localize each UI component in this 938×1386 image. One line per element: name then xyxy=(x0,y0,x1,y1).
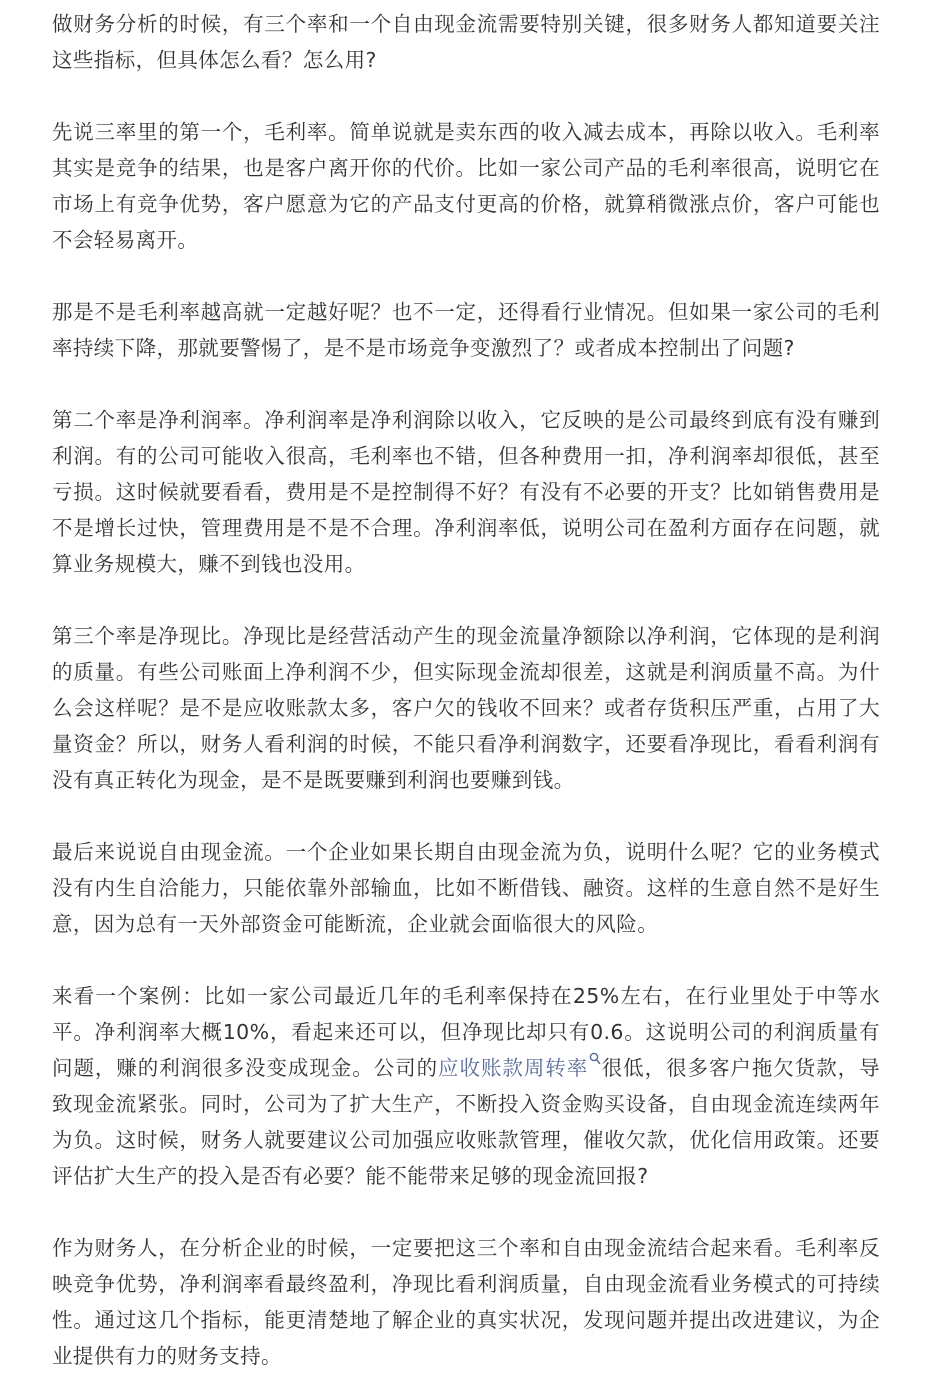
paragraph-gross-margin-trend: 那是不是毛利率越高就一定越好呢？也不一定，还得看行业情况。但如果一家公司的毛利率持续下降，那就要警惕了，是不是市场竞争变激烈了？或者成本控制出了问题? xyxy=(52,300,880,360)
receivables-turnover-link[interactable] xyxy=(438,1056,601,1080)
case-text-before: 来看一个案例：比如一家公司最近几年的毛利率保持在25%左右，在行业里处于中等水平。净利润率大概10%，看起来还可以，但净现比却只有0.6。这说明公司的利润质量有问题，赚的利润很多没变成现金。公司的 xyxy=(52,984,880,1080)
paragraph-intro: 做财务分析的时候，有三个率和一个自由现金流需要特别关键，很多财务人都知道要关注这些指标，但具体怎么看？怎么用? xyxy=(52,12,880,72)
case-text-after: 很低，很多客户拖欠货款，导致现金流紧张。同时，公司为了扩大生产，不断投入资金购买设备，自由现金流连续两年为负。这时候，财务人就要建议公司加强应收账款管理，催收欠款，优化信用政策。还要评估扩大生产的投入是否有必要？能不能带来足够的现金流回报? xyxy=(52,1056,880,1188)
link-label[interactable]: 应收账款周转率 xyxy=(438,1056,589,1080)
paragraph-free-cash-flow: 最后来说说自由现金流。一个企业如果长期自由现金流为负，说明什么呢？它的业务模式没有内生自洽能力，只能依靠外部输血，比如不断借钱、融资。这样的生意自然不是好生意，因为总有一天外部资金可能断流，企业就会面临很大的风险。 xyxy=(52,840,880,936)
paragraph-case-study xyxy=(52,978,880,1194)
paragraph-net-margin: 第二个率是净利润率。净利润率是净利润除以收入，它反映的是公司最终到底有没有赚到利润。有的公司可能收入很高，毛利率也不错，但各种费用一扣，净利润率却很低，甚至亏损。这时候就要看看，费用是不是控制得不好？有没有不必要的开支？比如销售费用是不是增长过快，管理费用是不是不合理。净利润率低，说明公司在盈利方面存在问题，就算业务规模大，赚不到钱也没用。 xyxy=(52,408,880,576)
paragraph-conclusion: 作为财务人，在分析企业的时候，一定要把这三个率和自由现金流结合起来看。毛利率反映竞争优势，净利润率看最终盈利，净现比看利润质量，自由现金流看业务模式的可持续性。通过这几个指标，能更清楚地了解企业的真实状况，发现问题并提出改进建议，为企业提供有力的财务支持。 xyxy=(52,1236,880,1368)
search-icon[interactable] xyxy=(589,1052,601,1066)
paragraph-gross-margin: 先说三率里的第一个，毛利率。简单说就是卖东西的收入减去成本，再除以收入。毛利率其实是竞争的结果，也是客户离开你的代价。比如一家公司产品的毛利率很高，说明它在市场上有竞争优势，客户愿意为它的产品支付更高的价格，就算稍微涨点价，客户可能也不会轻易离开。 xyxy=(52,120,880,252)
paragraph-cash-ratio: 第三个率是净现比。净现比是经营活动产生的现金流量净额除以净利润，它体现的是利润的质量。有些公司账面上净利润不少，但实际现金流却很差，这就是利润质量不高。为什么会这样呢？是不是应收账款太多，客户欠的钱收不回来？或者存货积压严重，占用了大量资金？所以，财务人看利润的时候，不能只看净利润数字，还要看净现比，看看利润有没有真正转化为现金，是不是既要赚到利润也要赚到钱。 xyxy=(52,624,880,792)
